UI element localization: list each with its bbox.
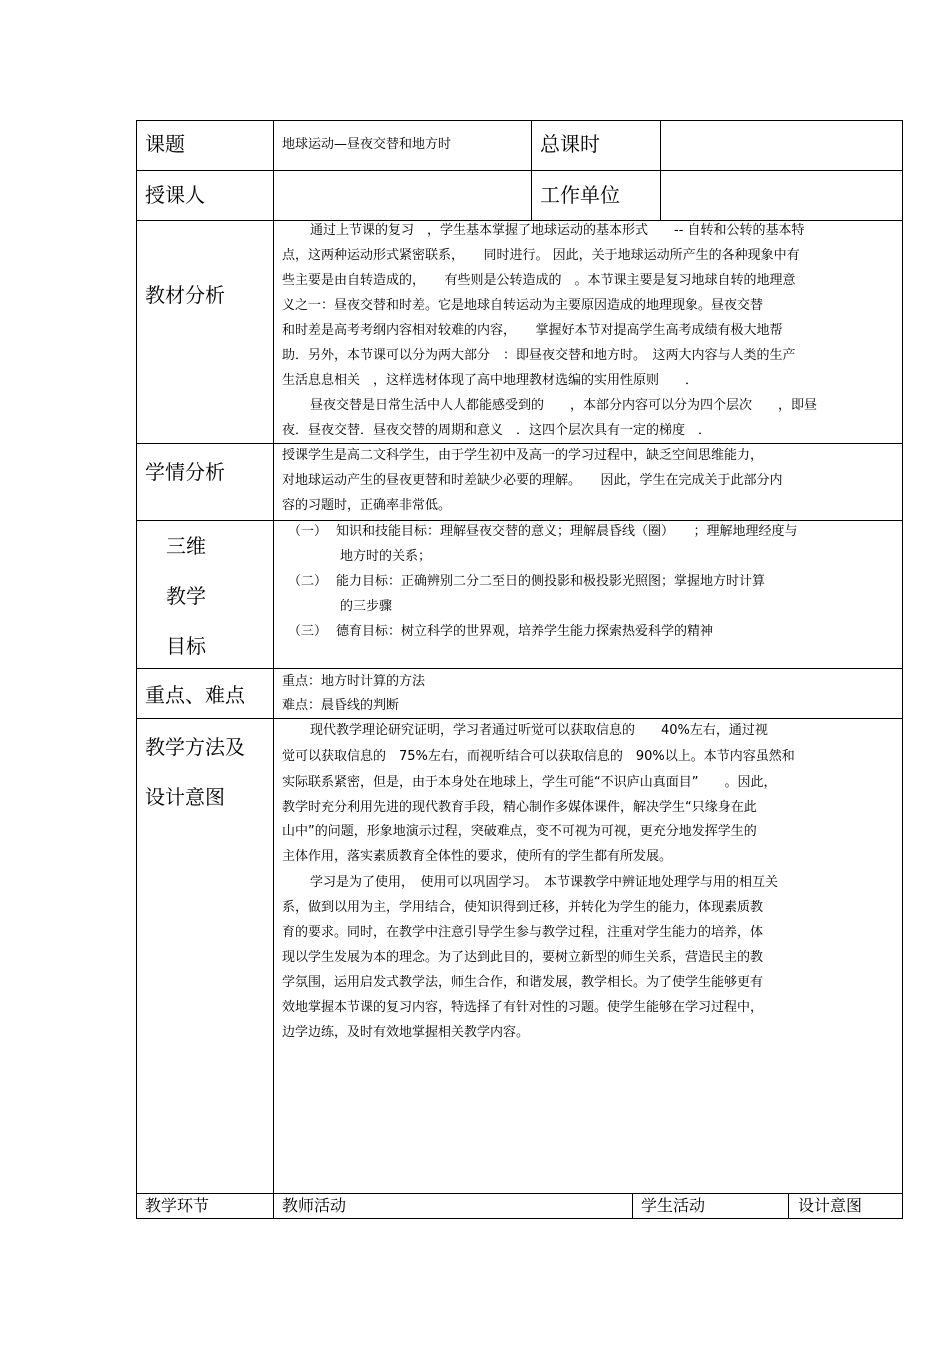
text-line: 教学时充分利用先进的现代教育手段，精心制作多媒体课件，解决学生“只缘身在此: [282, 800, 757, 815]
text-line: 实际联系紧密，但是，由于本身处在地球上，学生可能“不识庐山真面目” 。因此，: [282, 775, 777, 790]
text-line: 义之一：昼夜交替和时差。它是地球自转运动为主要原因造成的地理现象。昼夜交替: [282, 298, 764, 313]
goal-text-continued: 的三步骤: [340, 599, 393, 614]
goal-text: 能力目标：正确辨别二分二至日的侧投影和极投影光照图；掌握地方时计算: [336, 574, 766, 589]
text-line: 通过上节课的复习 ，学生基本掌握了地球运动的基本形式 -- 自转和公转的基本特: [310, 223, 805, 238]
text-line: 育的要求。同时，在教学中注意引导学生参与教学过程，注重对学生能力的培养，体: [282, 925, 764, 940]
text-line: 现以学生发展为本的理念。为了达到此目的，要树立新型的师生关系，营造民主的教: [282, 950, 764, 965]
goal-text-continued: 地方时的关系；: [340, 549, 432, 564]
text-line: 学氛围，运用启发式教学法，师生合作，和谐发展，教学相长。为了使学生能够更有: [282, 975, 764, 990]
text-line: 容的习题时，正确率非常低。: [282, 498, 452, 513]
text-line: 主体作用，落实素质教育全体性的要求，使所有的学生都有所发展。: [282, 849, 673, 864]
goals-label-3: 目标: [166, 634, 206, 658]
total-hours-label: 总课时: [540, 132, 600, 156]
text-line: 对地球运动产生的昼夜更替和时差缺少必要的理解。 因此，学生在完成关于此部分内: [282, 473, 783, 488]
student-analysis-label: 学情分析: [145, 460, 225, 484]
methods-label-2: 设计意图: [145, 785, 225, 809]
text-line: 生活息息相关 ，这样选材体现了高中地理教材选编的实用性原则 ．: [282, 373, 699, 388]
student-activity-header: 学生活动: [641, 1196, 706, 1215]
text-line: 山中”的问题，形象地演示过程，突破难点，变不可视为可视，更充分地发挥学生的: [282, 824, 757, 839]
goal-number: （二）: [288, 574, 328, 589]
topic-value: 地球运动—昼夜交替和地方时: [282, 137, 452, 152]
topic-label: 课题: [145, 132, 185, 156]
goal-number: （一）: [288, 524, 328, 539]
goals-label-1: 三维: [166, 534, 206, 558]
difficulty-point: 难点：晨昏线的判断: [282, 698, 400, 713]
textbook-analysis-label: 教材分析: [145, 283, 225, 307]
keypoints-label: 重点、难点: [145, 683, 245, 707]
text-line: 觉可以获取信息的 75%左右，而视听结合可以获取信息的 90%以上。本节内容虽然和: [282, 749, 795, 764]
text-line: 昼夜交替是日常生活中人人都能感受到的 ，本部分内容可以分为四个层次 ，即昼: [310, 398, 818, 413]
design-intent-header: 设计意图: [798, 1196, 863, 1215]
text-line: 助．另外，本节课可以分为两大部分 ：即昼夜交替和地方时。 这两大内容与人类的生产: [282, 348, 796, 363]
text-line: 效地掌握本节课的复习内容，特选择了有针对性的习题。使学生能够在学习过程中，: [282, 1000, 764, 1015]
teacher-label: 授课人: [145, 183, 205, 207]
key-point: 重点：地方时计算的方法: [282, 674, 426, 689]
goal-item: [288, 520, 798, 544]
text-line: 和时差是高考考纲内容相对较难的内容， 掌握好本节对提高学生高考成绩有极大地帮: [282, 323, 783, 338]
goal-item: [288, 570, 765, 594]
goal-text: 知识和技能目标：理解昼夜交替的意义；理解晨昏线（圈） ；理解地理经度与: [336, 524, 798, 539]
text-line: 边学边练，及时有效地掌握相关教学内容。: [282, 1025, 530, 1040]
goal-text: 德育目标：树立科学的世界观，培养学生能力探索热爱科学的精神: [336, 624, 714, 639]
text-line: 授课学生是高二文科学生，由于学生初中及高一的学习过程中，缺乏空间思维能力，: [282, 448, 764, 463]
stage-header: 教学环节: [145, 1196, 210, 1215]
text-line: 系，做到以用为主，学用结合，使知识得到迁移，并转化为学生的能力，体现素质教: [282, 900, 764, 915]
text-line: 现代教学理论研究证明，学习者通过听觉可以获取信息的 40%左右，通过视: [310, 723, 768, 738]
teacher-activity-header: 教师活动: [282, 1196, 347, 1215]
methods-label-1: 教学方法及: [145, 735, 245, 759]
goals-label-2: 教学: [166, 584, 206, 608]
goal-number: （三）: [288, 624, 328, 639]
goal-item: [288, 620, 713, 644]
text-line: 点，这两种运动形式紧密联系， 同时进行。 因此，关于地球运动所产生的各种现象中有: [282, 248, 800, 263]
text-line: 学习是为了使用， 使用可以巩固学习。 本节课教学中辨证地处理学与用的相互关: [310, 875, 779, 890]
text-line: 些主要是由自转造成的， 有些则是公转造成的 。本节课主要是复习地球自转的地理意: [282, 273, 796, 288]
text-line: 夜．昼夜交替．昼夜交替的周期和意义 ．这四个层次具有一定的梯度 ．: [282, 423, 712, 438]
unit-label: 工作单位: [540, 183, 620, 207]
